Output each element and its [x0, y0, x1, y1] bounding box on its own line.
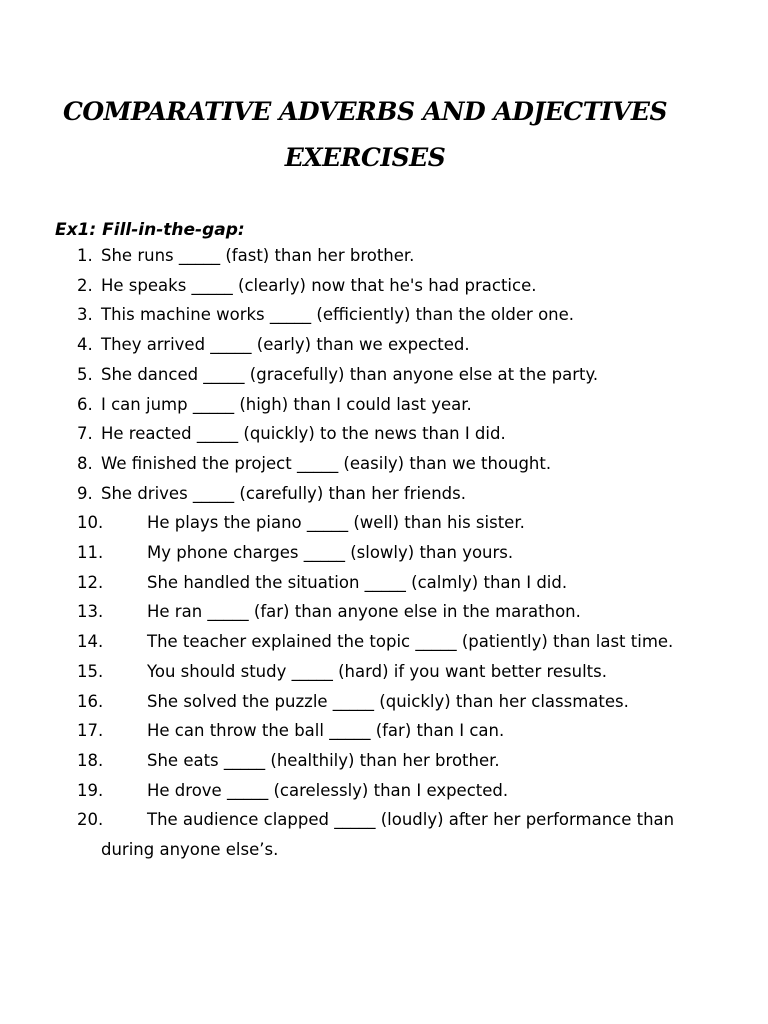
item-number: 4.: [77, 335, 93, 355]
item-text: She drives _____ (carefully) than her friends.: [101, 483, 466, 503]
list-item: [0, 300, 768, 330]
item-number: 3.: [77, 305, 93, 325]
item-text: My phone charges _____ (slowly) than yours.: [147, 543, 514, 563]
list-item: [0, 419, 768, 449]
item-number: 2.: [77, 275, 93, 295]
item-text: She runs _____ (fast) than her brother.: [101, 246, 415, 265]
list-item: [0, 330, 768, 360]
item-number: 6.: [77, 394, 93, 414]
item-text: She solved the puzzle _____ (quickly) than her classmates.: [147, 691, 629, 711]
list-item: [0, 597, 768, 627]
item-number: 13.: [77, 602, 104, 622]
list-item: [0, 241, 768, 271]
item-text: They arrived _____ (early) than we expected.: [101, 335, 470, 355]
item-number: 20.: [77, 810, 104, 830]
item-text: He speaks _____ (clearly) now that he's had practice.: [101, 275, 537, 295]
item-number: 9.: [77, 483, 93, 503]
item-text: He ran _____ (far) than anyone else in the marathon.: [147, 602, 581, 622]
item-number: 7.: [77, 424, 93, 444]
item-text: He reacted _____ (quickly) to the news than I did.: [101, 424, 506, 444]
item-text: I can jump _____ (high) than I could last year.: [101, 394, 472, 414]
title-line-1: COMPARATIVE ADVERBS AND ADJECTIVES: [62, 97, 668, 126]
item-text: She eats _____ (healthily) than her brother.: [147, 750, 500, 770]
item-number: 19.: [77, 780, 104, 800]
item-text: We finished the project _____ (easily) than we thought.: [101, 453, 552, 473]
item-number: 5.: [77, 364, 93, 384]
list-item: [0, 776, 768, 806]
list-item: [0, 657, 768, 687]
item-text: He can throw the ball _____ (far) than I can.: [147, 721, 505, 741]
title-line-2: EXERCISES: [284, 143, 446, 172]
item-number: 18.: [77, 750, 104, 770]
exercise-list: [0, 241, 768, 865]
item-text: The audience clapped _____ (loudly) after her performance than during anyone else’s.: [101, 810, 675, 860]
list-item: [0, 627, 768, 657]
list-item: [0, 687, 768, 717]
item-number: 8.: [77, 453, 93, 473]
list-item: [0, 508, 768, 538]
list-item: [0, 479, 768, 509]
item-text: He drove _____ (carelessly) than I expected.: [147, 780, 509, 800]
item-text: This machine works _____ (efficiently) than the older one.: [101, 305, 575, 325]
item-number: 12.: [77, 572, 104, 592]
item-number: 15.: [77, 661, 104, 681]
list-item: [0, 568, 768, 598]
item-text: She handled the situation _____ (calmly) than I did.: [147, 572, 568, 592]
item-number: 14.: [77, 632, 104, 652]
item-number: 1.: [77, 246, 93, 265]
item-number: 16.: [77, 691, 104, 711]
item-number: 11.: [77, 543, 104, 563]
item-text: He plays the piano _____ (well) than his sister.: [147, 513, 525, 533]
list-item: [0, 805, 768, 864]
list-item: [0, 716, 768, 746]
item-text: She danced _____ (gracefully) than anyone else at the party.: [101, 364, 599, 384]
list-item: [0, 390, 768, 420]
item-number: 17.: [77, 721, 104, 741]
list-item: [0, 449, 768, 479]
list-item: [0, 538, 768, 568]
item-text: You should study _____ (hard) if you want better results.: [147, 661, 607, 681]
item-text: The teacher explained the topic _____ (patiently) than last time.: [147, 632, 674, 652]
list-item: [0, 360, 768, 390]
list-item: [0, 271, 768, 301]
page-title: [0, 89, 730, 181]
list-item: [0, 746, 768, 776]
section-heading: Ex1: Fill-in-the-gap:: [55, 220, 245, 240]
item-number: 10.: [77, 513, 104, 533]
